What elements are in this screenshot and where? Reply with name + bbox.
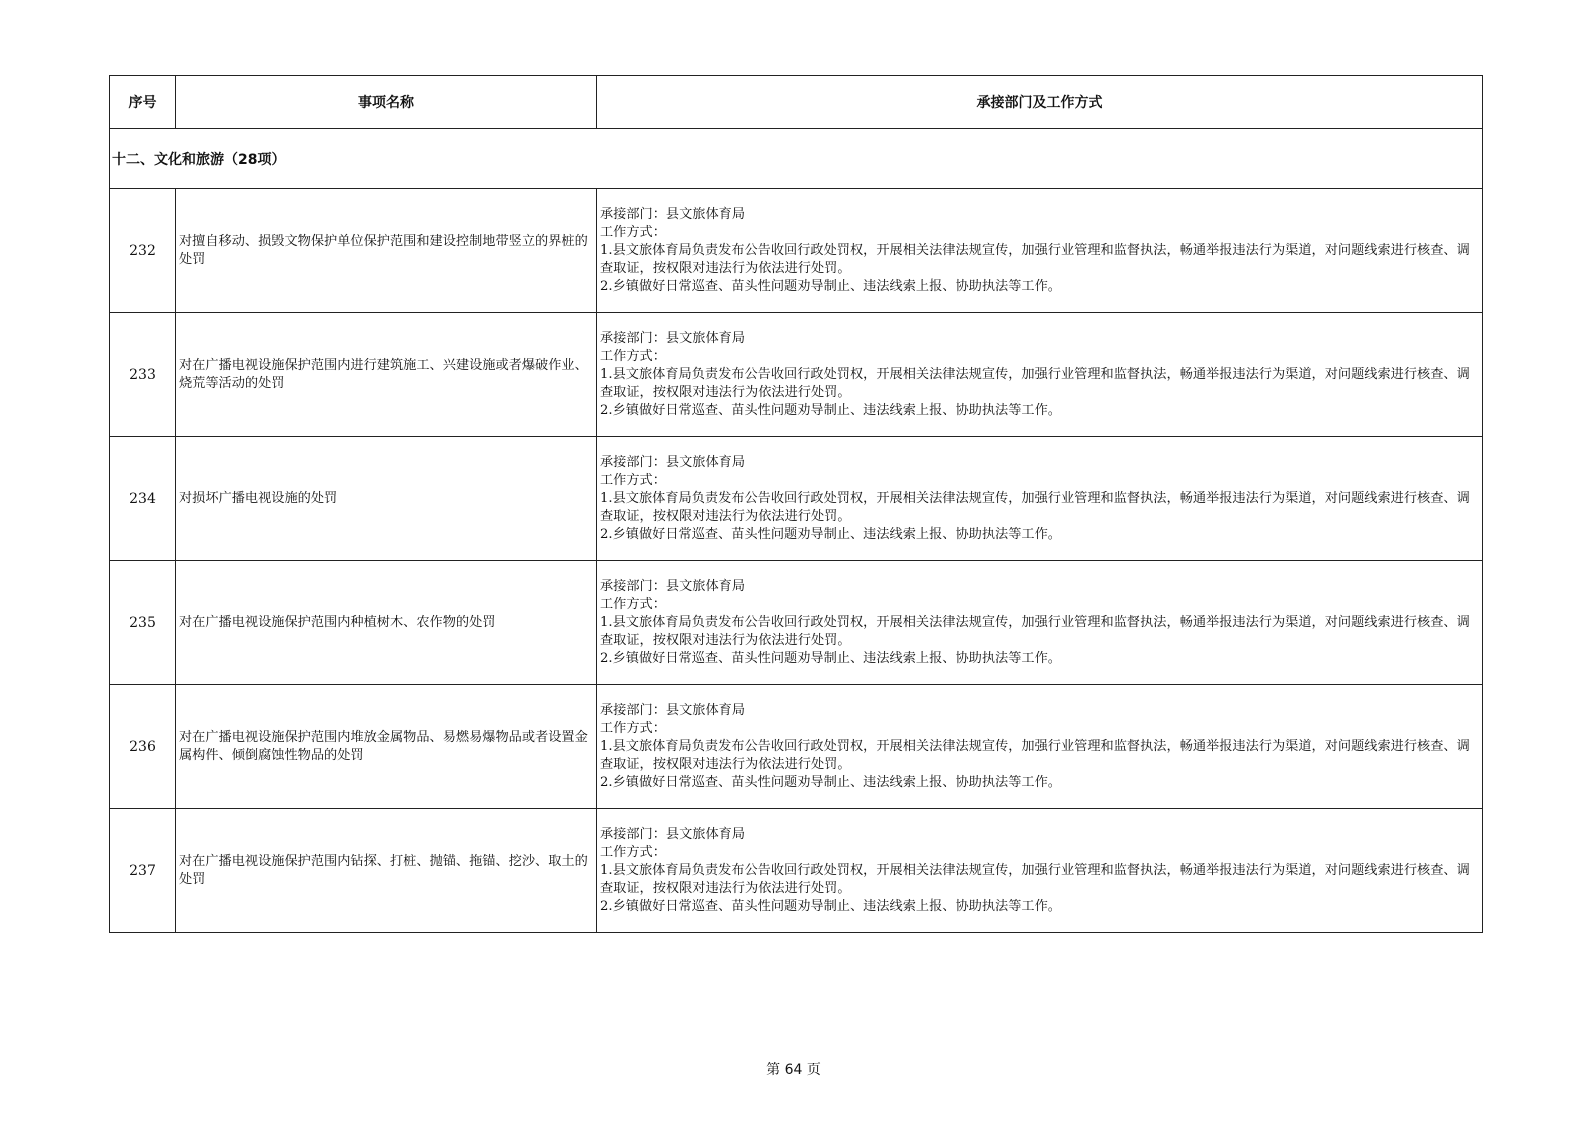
- table-row: [110, 313, 1483, 437]
- dept-line: 承接部门：县文旅体育局: [600, 206, 746, 222]
- row-seq: 234: [110, 437, 176, 561]
- method-2: 2.乡镇做好日常巡查、苗头性问题劝导制止、违法线索上报、协助执法等工作。: [600, 278, 1061, 294]
- row-name: 对在广播电视设施保护范围内种植树木、农作物的处罚: [176, 561, 597, 685]
- table-row: [110, 685, 1483, 809]
- row-seq: 235: [110, 561, 176, 685]
- method-label: 工作方式：: [600, 720, 666, 736]
- table-row: [110, 189, 1483, 313]
- method-1: 1.县文旅体育局负责发布公告收回行政处罚权，开展相关法律法规宣传，加强行业管理和监督执法，畅通举报违法行为渠道，对问题线索进行核查、调查取证，按权限对违法行为依法进行处罚。: [600, 614, 1470, 648]
- method-label: 工作方式：: [600, 596, 666, 612]
- row-dept: [597, 809, 1483, 933]
- row-seq: 232: [110, 189, 176, 313]
- method-label: 工作方式：: [600, 348, 666, 364]
- header-row: [110, 76, 1483, 129]
- row-name: 对在广播电视设施保护范围内堆放金属物品、易燃易爆物品或者设置金属构件、倾倒腐蚀性物品的处罚: [176, 685, 597, 809]
- method-1: 1.县文旅体育局负责发布公告收回行政处罚权，开展相关法律法规宣传，加强行业管理和监督执法，畅通举报违法行为渠道，对问题线索进行核查、调查取证，按权限对违法行为依法进行处罚。: [600, 738, 1470, 772]
- method-label: 工作方式：: [600, 224, 666, 240]
- method-label: 工作方式：: [600, 844, 666, 860]
- row-dept: [597, 685, 1483, 809]
- method-2: 2.乡镇做好日常巡查、苗头性问题劝导制止、违法线索上报、协助执法等工作。: [600, 650, 1061, 666]
- row-dept: [597, 189, 1483, 313]
- section-row: [110, 129, 1483, 189]
- header-dept: 承接部门及工作方式: [597, 76, 1483, 129]
- row-seq: 236: [110, 685, 176, 809]
- row-seq: 237: [110, 809, 176, 933]
- dept-line: 承接部门：县文旅体育局: [600, 578, 746, 594]
- dept-line: 承接部门：县文旅体育局: [600, 330, 746, 346]
- dept-line: 承接部门：县文旅体育局: [600, 702, 746, 718]
- method-1: 1.县文旅体育局负责发布公告收回行政处罚权，开展相关法律法规宣传，加强行业管理和监督执法，畅通举报违法行为渠道，对问题线索进行核查、调查取证，按权限对违法行为依法进行处罚。: [600, 366, 1470, 400]
- row-dept: [597, 561, 1483, 685]
- method-2: 2.乡镇做好日常巡查、苗头性问题劝导制止、违法线索上报、协助执法等工作。: [600, 898, 1061, 914]
- section-title: 十二、文化和旅游（28项）: [110, 129, 1483, 189]
- row-name: 对擅自移动、损毁文物保护单位保护范围和建设控制地带竖立的界桩的处罚: [176, 189, 597, 313]
- row-name: 对损坏广播电视设施的处罚: [176, 437, 597, 561]
- row-dept: [597, 437, 1483, 561]
- dept-line: 承接部门：县文旅体育局: [600, 826, 746, 842]
- row-name: 对在广播电视设施保护范围内钻探、打桩、抛锚、拖锚、挖沙、取土的处罚: [176, 809, 597, 933]
- method-label: 工作方式：: [600, 472, 666, 488]
- row-seq: 233: [110, 313, 176, 437]
- table-row: [110, 561, 1483, 685]
- dept-line: 承接部门：县文旅体育局: [600, 454, 746, 470]
- method-2: 2.乡镇做好日常巡查、苗头性问题劝导制止、违法线索上报、协助执法等工作。: [600, 402, 1061, 418]
- method-1: 1.县文旅体育局负责发布公告收回行政处罚权，开展相关法律法规宣传，加强行业管理和监督执法，畅通举报违法行为渠道，对问题线索进行核查、调查取证，按权限对违法行为依法进行处罚。: [600, 862, 1470, 896]
- matters-table: [109, 75, 1483, 933]
- table-row: [110, 809, 1483, 933]
- method-2: 2.乡镇做好日常巡查、苗头性问题劝导制止、违法线索上报、协助执法等工作。: [600, 526, 1061, 542]
- method-1: 1.县文旅体育局负责发布公告收回行政处罚权，开展相关法律法规宣传，加强行业管理和监督执法，畅通举报违法行为渠道，对问题线索进行核查、调查取证，按权限对违法行为依法进行处罚。: [600, 490, 1470, 524]
- page-number: 第 64 页: [766, 1062, 821, 1078]
- method-1: 1.县文旅体育局负责发布公告收回行政处罚权，开展相关法律法规宣传，加强行业管理和监督执法，畅通举报违法行为渠道，对问题线索进行核查、调查取证，按权限对违法行为依法进行处罚。: [600, 242, 1470, 276]
- header-seq: 序号: [110, 76, 176, 129]
- header-name: 事项名称: [176, 76, 597, 129]
- row-dept: [597, 313, 1483, 437]
- table-row: [110, 437, 1483, 561]
- method-2: 2.乡镇做好日常巡查、苗头性问题劝导制止、违法线索上报、协助执法等工作。: [600, 774, 1061, 790]
- row-name: 对在广播电视设施保护范围内进行建筑施工、兴建设施或者爆破作业、烧荒等活动的处罚: [176, 313, 597, 437]
